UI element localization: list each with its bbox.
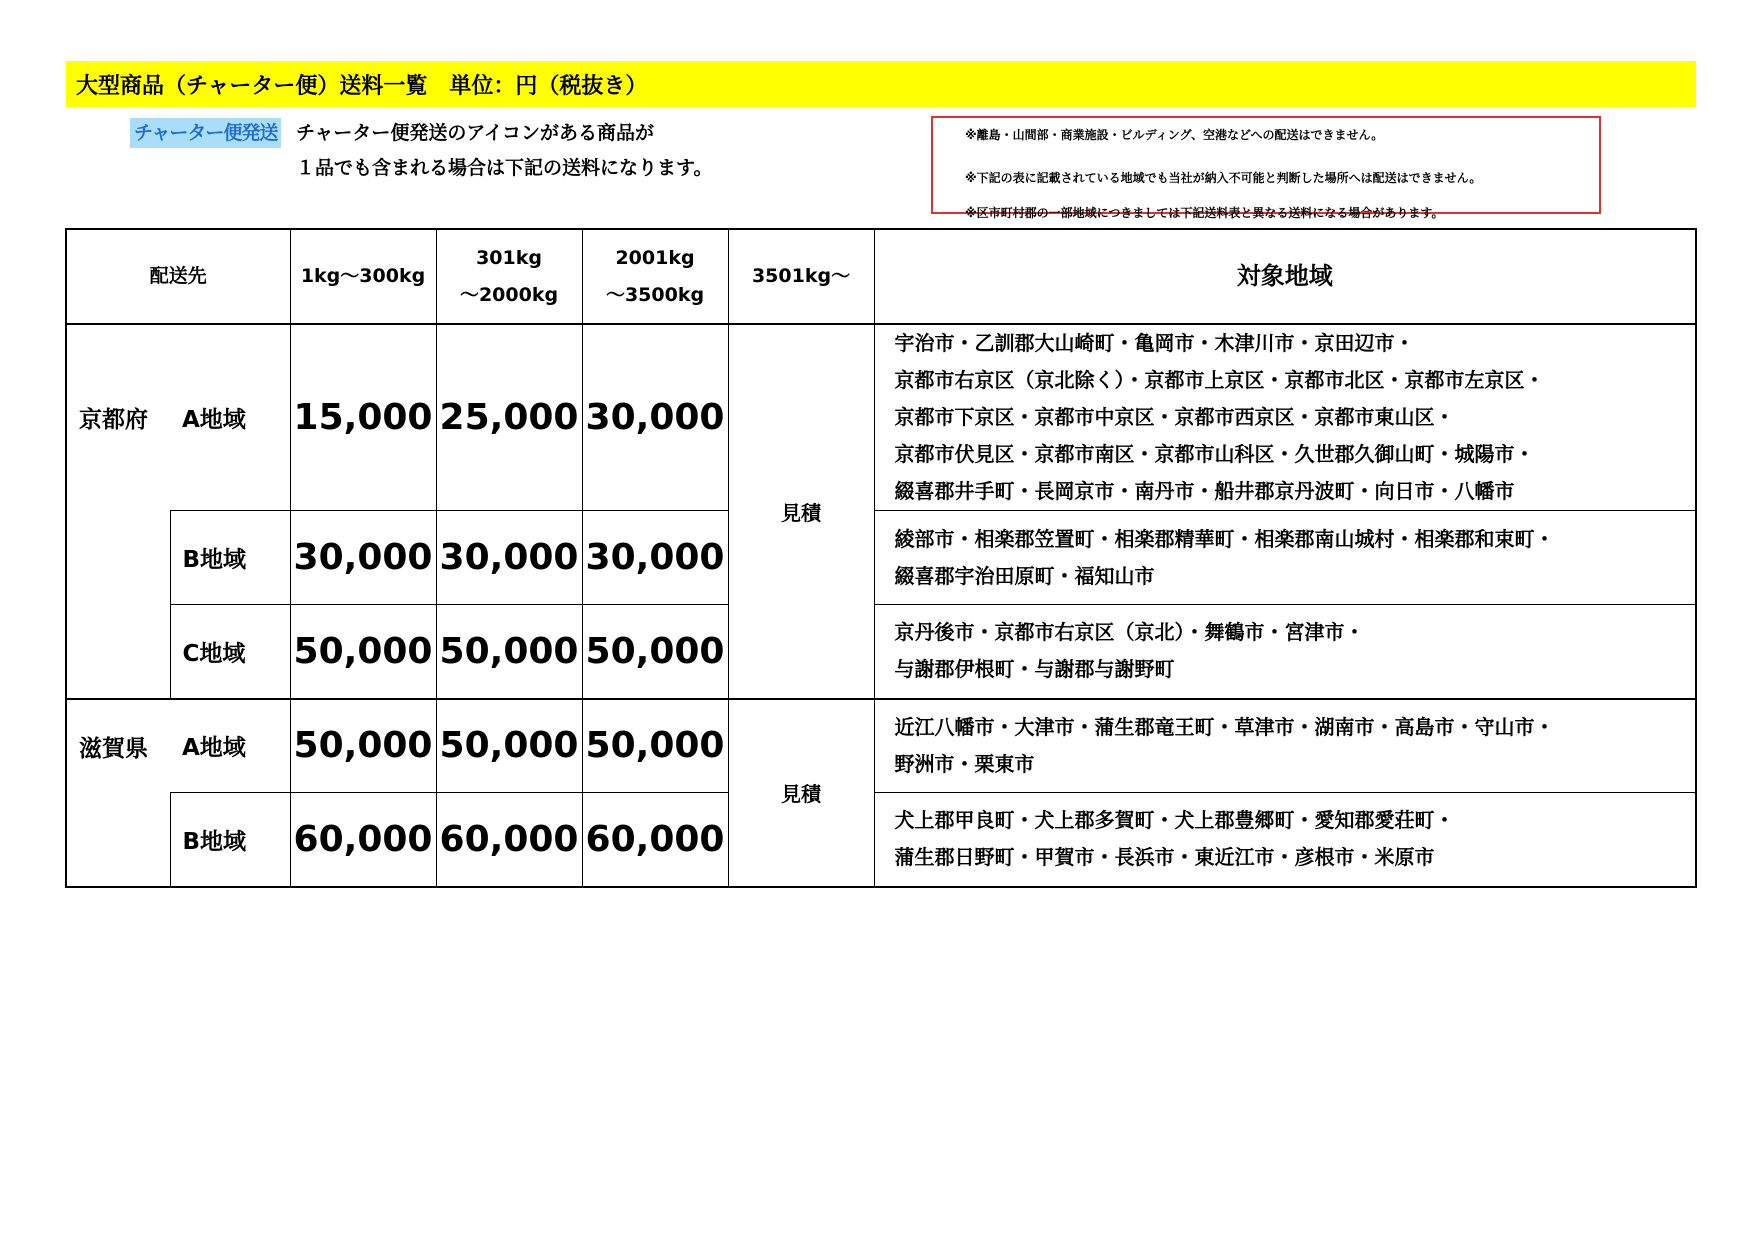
estimate-cell: 見積 xyxy=(728,699,874,887)
header-weight-3-line2: ～3500kg xyxy=(605,283,705,306)
intro-text xyxy=(296,116,712,186)
header-row xyxy=(66,229,1696,324)
header-destination: 配送先 xyxy=(66,229,290,324)
area-line: 京都市下京区・京都市中京区・京都市西京区・京都市東山区・ xyxy=(894,405,1455,429)
prefecture-kyoto: 京都府 xyxy=(66,324,170,511)
zone-label: A地域 xyxy=(170,699,290,793)
area-line: 綾部市・相楽郡笠置町・相楽郡精華町・相楽郡南山城村・相楽郡和束町・ xyxy=(894,526,1555,551)
price-cell: 50,000 xyxy=(290,699,436,793)
header-weight-3 xyxy=(582,229,728,324)
zone-label: C地域 xyxy=(170,605,290,699)
intro-line-2: １品でも含まれる場合は下記の送料になります。 xyxy=(296,157,713,179)
prefecture-spacer xyxy=(66,793,170,887)
title-bar xyxy=(66,61,1696,107)
price-cell: 25,000 xyxy=(436,324,582,511)
area-line: 京丹後市・京都市右京区（京北）・舞鶴市・宮津市・ xyxy=(894,620,1365,645)
price-cell: 60,000 xyxy=(436,793,582,887)
header-weight-4: 3501kg～ xyxy=(728,229,874,324)
header-area: 対象地域 xyxy=(874,229,1696,324)
zone-label: B地域 xyxy=(170,511,290,605)
area-cell xyxy=(874,605,1696,699)
price-cell: 60,000 xyxy=(582,793,728,887)
area-line: 蒲生郡日野町・甲賀市・長浜市・東近江市・彦根市・米原市 xyxy=(894,845,1435,870)
header-weight-2 xyxy=(436,229,582,324)
area-cell xyxy=(874,324,1696,511)
intro-line-1: チャーター便発送のアイコンがある商品が xyxy=(296,122,654,144)
area-line: 京都市右京区（京北除く）・京都市上京区・京都市北区・京都市左京区・ xyxy=(894,368,1545,392)
price-cell: 15,000 xyxy=(290,324,436,511)
header-weight-1: 1kg～300kg xyxy=(290,229,436,324)
price-cell: 30,000 xyxy=(436,511,582,605)
price-cell: 50,000 xyxy=(436,605,582,699)
area-cell xyxy=(874,699,1696,793)
prefecture-shiga: 滋賀県 xyxy=(66,699,170,793)
area-cell xyxy=(874,793,1696,887)
table-row xyxy=(66,793,1696,887)
zone-label: B地域 xyxy=(170,793,290,887)
notice-line: ※区市町村郡の一部地域につきましては下記送料表と異なる送料になる場合があります。 xyxy=(965,206,1444,220)
header-weight-2-line1: 301kg xyxy=(476,246,542,269)
price-cell: 50,000 xyxy=(582,605,728,699)
area-line: 綴喜郡井手町・長岡京市・南丹市・船井郡京丹波町・向日市・八幡市 xyxy=(894,479,1515,503)
estimate-cell: 見積 xyxy=(728,324,874,699)
area-line: 近江八幡市・大津市・蒲生郡竜王町・草津市・湖南市・高島市・守山市・ xyxy=(894,714,1555,739)
page-title: 大型商品（チャーター便）送料一覧 単位：円（税抜き） xyxy=(76,73,648,99)
notice-line: ※離島・山間部・商業施設・ビルディング、空港などへの配送はできません。 xyxy=(965,128,1384,142)
table-row xyxy=(66,511,1696,605)
area-line: 宇治市・乙訓郡大山崎町・亀岡市・木津川市・京田辺市・ xyxy=(894,331,1415,355)
price-cell: 50,000 xyxy=(436,699,582,793)
price-cell: 30,000 xyxy=(582,324,728,511)
table-row xyxy=(66,324,1696,511)
area-line: 京都市伏見区・京都市南区・京都市山科区・久世郡久御山町・城陽市・ xyxy=(894,442,1535,466)
price-cell: 50,000 xyxy=(582,699,728,793)
table-row xyxy=(66,699,1696,793)
header-weight-3-line1: 2001kg xyxy=(615,246,695,269)
price-cell: 50,000 xyxy=(290,605,436,699)
price-cell: 30,000 xyxy=(582,511,728,605)
area-cell xyxy=(874,511,1696,605)
notice-box xyxy=(931,116,1601,220)
area-line: 野洲市・栗東市 xyxy=(894,751,1035,776)
rates-table xyxy=(65,228,1697,888)
zone-label: A地域 xyxy=(170,324,290,511)
area-line: 犬上郡甲良町・犬上郡多賀町・犬上郡豊郷町・愛知郡愛荘町・ xyxy=(894,808,1455,833)
area-line: 綴喜郡宇治田原町・福知山市 xyxy=(894,563,1155,588)
table-row xyxy=(66,605,1696,699)
notice-line: ※下記の表に記載されている地域でも当社が納入不可能と判断した場所へは配送はできません。 xyxy=(965,171,1482,185)
price-cell: 60,000 xyxy=(290,793,436,887)
price-cell: 30,000 xyxy=(290,511,436,605)
charter-badge: チャーター便発送 xyxy=(130,118,281,148)
prefecture-spacer xyxy=(66,511,170,605)
header-weight-2-line2: ～2000kg xyxy=(459,283,559,306)
prefecture-spacer xyxy=(66,605,170,699)
area-line: 与謝郡伊根町・与謝郡与謝野町 xyxy=(894,657,1175,682)
